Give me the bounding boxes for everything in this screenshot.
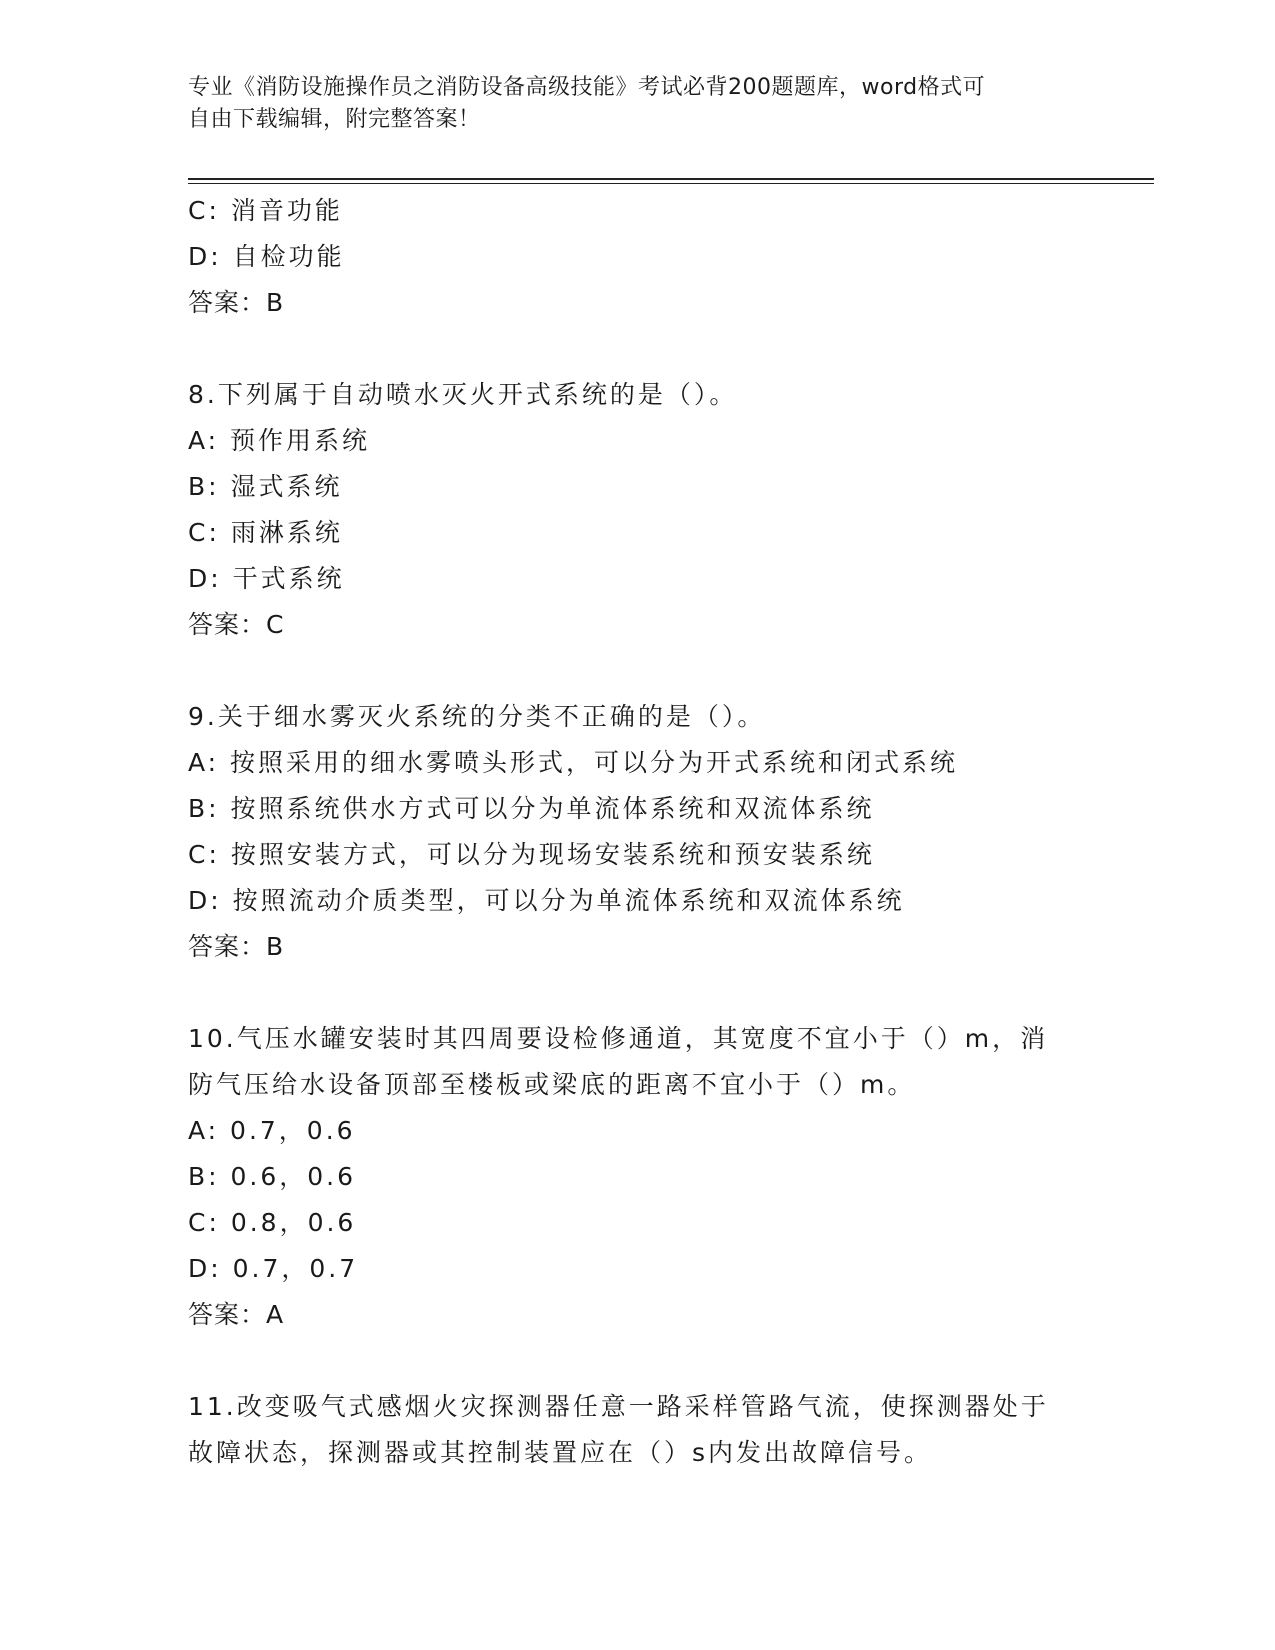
question-stem: 8.下列属于自动喷水灭火开式系统的是（）。	[188, 380, 738, 409]
question-8	[188, 372, 1088, 648]
answer: 答案：B	[188, 288, 285, 317]
answer: 答案：C	[188, 610, 285, 639]
option-d: D: 自检功能	[188, 242, 345, 271]
option-d: D: 0.7，0.7	[188, 1254, 359, 1283]
option-c: C: 0.8，0.6	[188, 1208, 357, 1237]
option-d: D: 按照流动介质类型，可以分为单流体系统和双流体系统	[188, 886, 905, 915]
header-line-2: 自由下载编辑，附完整答案！	[188, 107, 481, 132]
option-c: C: 消音功能	[188, 196, 343, 225]
option-a: A: 预作用系统	[188, 426, 371, 455]
option-c: C: 雨淋系统	[188, 518, 343, 547]
option-a: A: 0.7，0.6	[188, 1116, 356, 1145]
question-stem-line-2: 防气压给水设备顶部至楼板或梁底的距离不宜小于（）m。	[188, 1070, 916, 1099]
option-a: A: 按照采用的细水雾喷头形式，可以分为开式系统和闭式系统	[188, 748, 959, 777]
question-10	[188, 1016, 1088, 1338]
question-9	[188, 694, 1088, 970]
answer: 答案：B	[188, 932, 285, 961]
question-stem-line-1: 10.气压水罐安装时其四周要设检修通道，其宽度不宜小于（）m，消	[188, 1024, 1049, 1053]
header-rule-thick	[188, 178, 1154, 180]
question-stem: 9.关于细水雾灭火系统的分类不正确的是（）。	[188, 702, 766, 731]
option-b: B: 0.6，0.6	[188, 1162, 357, 1191]
option-b: B: 按照系统供水方式可以分为单流体系统和双流体系统	[188, 794, 875, 823]
question-list	[188, 188, 1088, 1476]
document-header	[188, 72, 1088, 136]
option-b: B: 湿式系统	[188, 472, 343, 501]
question-11	[188, 1384, 1088, 1476]
answer: 答案：A	[188, 1300, 285, 1329]
header-line-1: 专业《消防设施操作员之消防设备高级技能》考试必背200题题库，word格式可	[188, 75, 986, 100]
question-7	[188, 188, 1088, 326]
question-stem-line-1: 11.改变吸气式感烟火灾探测器任意一路采样管路气流，使探测器处于	[188, 1392, 1049, 1421]
header-rule-thin	[188, 183, 1154, 184]
question-stem-line-2: 故障状态，探测器或其控制装置应在（）s内发出故障信号。	[188, 1438, 933, 1467]
option-d: D: 干式系统	[188, 564, 345, 593]
option-c: C: 按照安装方式，可以分为现场安装系统和预安装系统	[188, 840, 875, 869]
